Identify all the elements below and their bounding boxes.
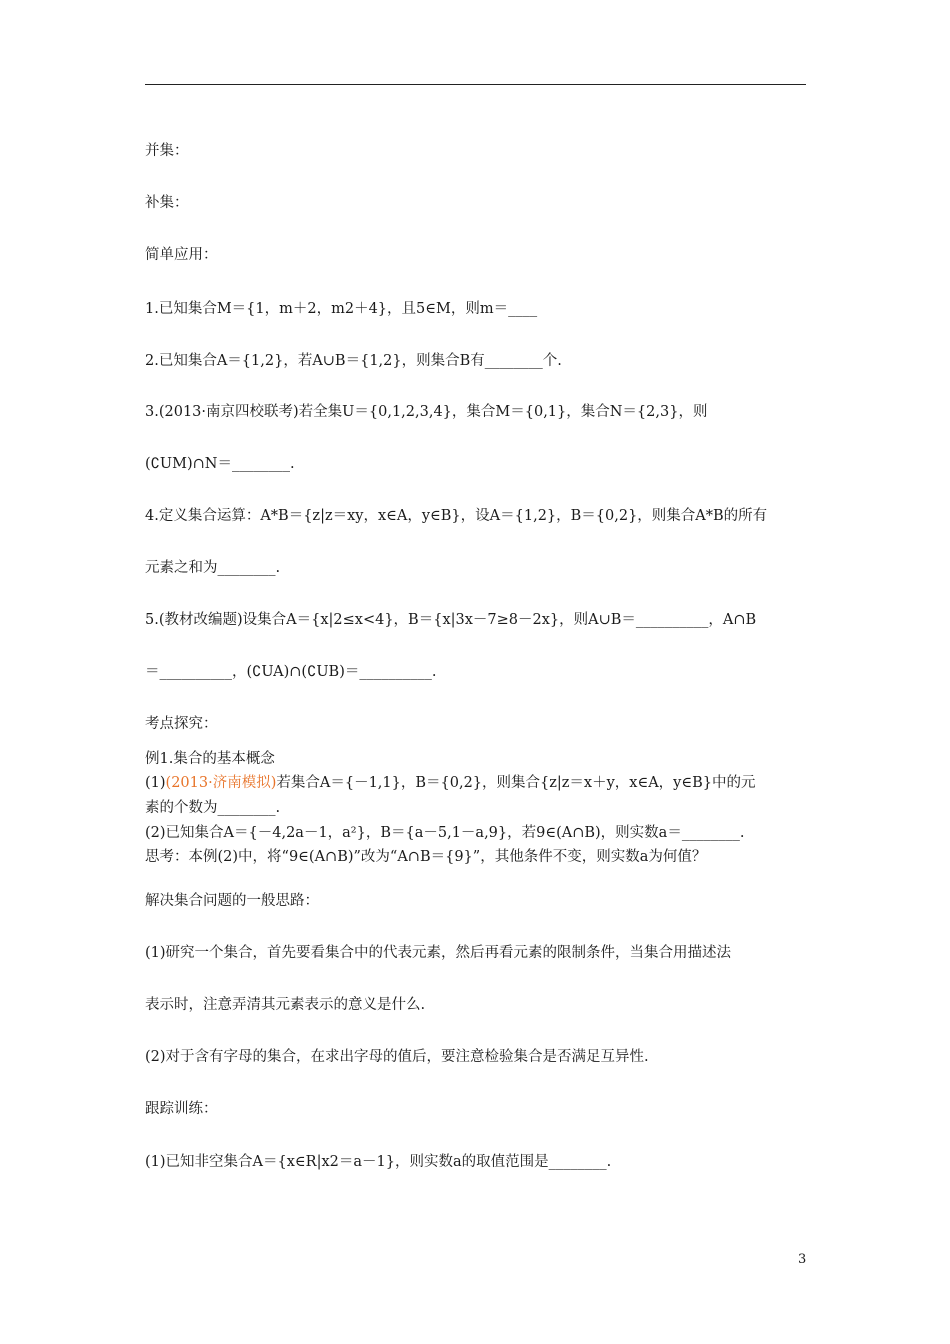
complement-label: 补集： — [145, 195, 189, 211]
tracking-heading: 跟踪训练： — [145, 1101, 218, 1117]
question-2: 2.已知集合A＝{1,2}，若A∪B＝{1,2}，则集合B有________个. — [145, 353, 562, 369]
question-1: 1.已知集合M＝{1，m＋2，m2＋4}，且5∈M，则m＝____ — [145, 301, 538, 317]
example-1-part-1 — [145, 773, 755, 793]
ex1-1-prefix: (1) — [145, 775, 166, 791]
header-rule — [145, 84, 806, 85]
question-3-line-1: 3.(2013·南京四校联考)若全集U＝{0,1,2,3,4}，集合M＝{0,1}，集合N＝{2,3}，则 — [145, 404, 708, 420]
approach-2: (2)对于含有字母的集合，在求出字母的值后，要注意检验集合是否满足互异性. — [145, 1049, 649, 1065]
page-number: 3 — [798, 1252, 807, 1267]
ex1-1-source: (2013·济南模拟) — [165, 775, 277, 791]
approach-heading: 解决集合问题的一般思路： — [145, 893, 319, 909]
tracking-1: (1)已知非空集合A＝{x∈R|x2＝a－1}，则实数a的取值范围是________. — [145, 1154, 612, 1170]
question-5-line-2: ＝__________，(∁UA)∩(∁UB)＝__________. — [145, 664, 437, 680]
question-3-line-2: (∁UM)∩N＝________. — [145, 456, 295, 472]
approach-1-line-1: (1)研究一个集合，首先要看集合中的代表元素，然后再看元素的限制条件，当集合用描述法 — [145, 945, 732, 961]
simple-app-heading: 简单应用： — [145, 247, 218, 263]
question-5-line-1: 5.(教材改编题)设集合A＝{x|2≤x<4}，B＝{x|3x－7≥8－2x}，则A∪B＝__________，A∩B — [145, 612, 757, 628]
ex1-1-text: 若集合A＝{－1,1}，B＝{0,2}，则集合{z|z＝x＋y，x∈A，y∈B}中的元 — [276, 775, 756, 791]
example-1-part-2: (2)已知集合A＝{－4,2a－1，a²}，B＝{a－5,1－a,9}，若9∈(A∩B)，则实数a＝________. — [145, 825, 745, 841]
question-4-line-2: 元素之和为________. — [145, 560, 281, 576]
question-4-line-1: 4.定义集合运算：A*B＝{z|z＝xy，x∈A，y∈B}，设A＝{1,2}，B＝{0,2}，则集合A*B的所有 — [145, 508, 768, 524]
example-1-title: 例1.集合的基本概念 — [145, 751, 275, 767]
example-1-part-1-line-2: 素的个数为________. — [145, 800, 281, 816]
think-question: 思考：本例(2)中，将“9∈(A∩B)”改为“A∩B＝{9}”，其他条件不变，则实数a为何值？ — [145, 849, 707, 865]
exam-points-heading: 考点探究： — [145, 716, 218, 732]
union-label: 并集： — [145, 143, 189, 159]
approach-1-line-2: 表示时，注意弄清其元素表示的意义是什么. — [145, 997, 426, 1013]
